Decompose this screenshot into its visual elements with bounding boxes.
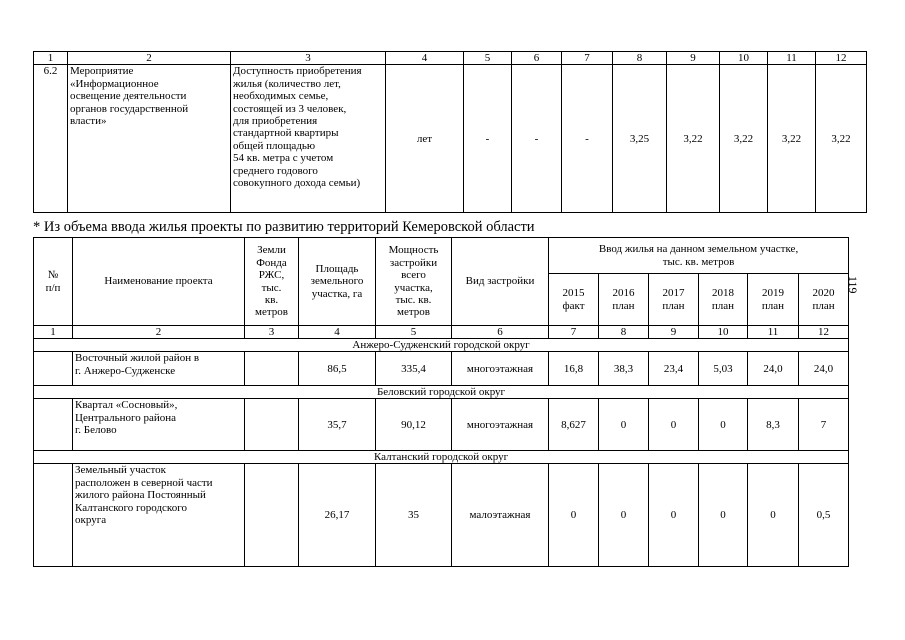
col-number: 12 xyxy=(799,326,849,339)
header-line: кв. xyxy=(264,293,279,306)
value-cell: 3,25 xyxy=(613,65,667,213)
header-year xyxy=(799,274,849,326)
header-line: Земли xyxy=(257,244,286,257)
header-line: тыс. кв. xyxy=(395,293,432,306)
col-number: 6 xyxy=(452,326,549,339)
indicator-line: общей площадью xyxy=(233,139,316,152)
col-number: 4 xyxy=(386,52,464,65)
year-label: 2018 xyxy=(712,287,734,300)
indicator-line: для приобретения xyxy=(233,115,318,128)
header-line: РЖС, xyxy=(258,269,285,282)
area-cell: 35,7 xyxy=(299,399,376,451)
value-cell: - xyxy=(512,65,562,213)
col-number: 10 xyxy=(720,52,768,65)
header-project-name: Наименование проекта xyxy=(73,238,245,326)
value-cell: 0 xyxy=(649,464,699,567)
header-line: застройки xyxy=(389,256,438,269)
value-cell: 0 xyxy=(699,399,748,451)
event-line: Мероприятие xyxy=(70,65,134,78)
header-fund-lands xyxy=(245,238,299,326)
fund-lands-cell xyxy=(245,464,299,567)
table-row xyxy=(34,464,849,567)
col-number: 8 xyxy=(613,52,667,65)
header-line: Мощность xyxy=(388,244,439,257)
col-number: 1 xyxy=(34,326,73,339)
value-cell: 0 xyxy=(699,464,748,567)
area-cell: 26,17 xyxy=(299,464,376,567)
event-line: власти» xyxy=(70,115,107,128)
header-line: п/п xyxy=(45,281,61,294)
value-cell: 0 xyxy=(599,464,649,567)
event-cell xyxy=(68,65,231,213)
header-line: всего xyxy=(401,269,426,282)
project-line: г. Белово xyxy=(75,424,117,437)
project-line: округа xyxy=(75,514,107,527)
col-number: 9 xyxy=(667,52,720,65)
col-number: 3 xyxy=(231,52,386,65)
year-kind: план xyxy=(761,299,785,312)
project-line: г. Анжеро-Судженске xyxy=(75,364,176,377)
year-label: 2015 xyxy=(562,287,585,300)
project-line: жилого района Постоянный xyxy=(75,489,206,502)
indicator-line: среднего годового xyxy=(233,164,318,177)
section-row xyxy=(34,451,849,464)
value-cell: 3,22 xyxy=(667,65,720,213)
indicator-line: стандартной квартиры xyxy=(233,127,339,140)
header-line: № xyxy=(47,269,59,282)
value-cell: 24,0 xyxy=(799,352,849,386)
event-line: «Информационное xyxy=(70,77,159,90)
indicator-line: совокупного дохода семьи) xyxy=(233,177,361,190)
section-title: Анжеро-Судженский городской округ xyxy=(34,339,849,352)
col-number: 1 xyxy=(34,52,68,65)
header-line: участка, xyxy=(394,281,433,294)
header-year xyxy=(699,274,748,326)
value-cell: 24,0 xyxy=(748,352,799,386)
row-number xyxy=(34,464,73,567)
header-year xyxy=(649,274,699,326)
value-cell: 8,3 xyxy=(748,399,799,451)
col-number: 12 xyxy=(816,52,867,65)
col-number: 7 xyxy=(562,52,613,65)
header-line: Фонда xyxy=(256,256,287,269)
header-row xyxy=(34,238,849,274)
value-cell: 0,5 xyxy=(799,464,849,567)
col-number: 5 xyxy=(464,52,512,65)
value-cell: 3,22 xyxy=(816,65,867,213)
project-name xyxy=(73,399,245,451)
projects-table xyxy=(33,237,849,567)
measures-table xyxy=(33,51,867,213)
value-cell: - xyxy=(562,65,613,213)
table-row xyxy=(34,65,867,213)
col-number: 10 xyxy=(699,326,748,339)
header-build-type: Вид застройки xyxy=(452,238,549,326)
value-cell: 0 xyxy=(549,464,599,567)
fund-lands-cell xyxy=(245,399,299,451)
header-year xyxy=(599,274,649,326)
col-number: 2 xyxy=(73,326,245,339)
indicator-cell xyxy=(231,65,386,213)
capacity-cell: 90,12 xyxy=(376,399,452,451)
project-line: Земельный участок xyxy=(75,464,166,477)
build-type-cell: многоэтажная xyxy=(452,399,549,451)
build-type-cell: многоэтажная xyxy=(452,352,549,386)
year-kind: план xyxy=(662,299,685,312)
row-number xyxy=(34,399,73,451)
value-cell: - xyxy=(464,65,512,213)
year-label: 2020 xyxy=(812,287,835,300)
value-cell: 3,22 xyxy=(768,65,816,213)
table-row xyxy=(34,399,849,451)
header-line: тыс. кв. метров xyxy=(662,255,735,268)
col-number: 5 xyxy=(376,326,452,339)
indicator-line: Доступность приобретения xyxy=(233,65,362,78)
fund-lands-cell xyxy=(245,352,299,386)
section-title: Калтанский городской округ xyxy=(34,451,849,464)
build-type-cell: малоэтажная xyxy=(452,464,549,567)
project-line: Квартал «Сосновый», xyxy=(75,399,178,412)
section-title: Беловский городской округ xyxy=(34,386,849,399)
header-capacity xyxy=(376,238,452,326)
year-kind: план xyxy=(812,299,835,312)
page-number: 119 xyxy=(846,276,860,294)
col-number: 4 xyxy=(299,326,376,339)
indicator-line: 54 кв. метра с учетом xyxy=(233,152,334,165)
year-label: 2016 xyxy=(612,287,635,300)
col-number: 8 xyxy=(599,326,649,339)
value-cell: 7 xyxy=(799,399,849,451)
value-cell: 23,4 xyxy=(649,352,699,386)
project-name xyxy=(73,352,245,386)
project-line: Центрального района xyxy=(75,411,177,424)
header-number xyxy=(34,238,73,326)
row-number: 6.2 xyxy=(34,65,68,213)
header-line: участка, га xyxy=(311,287,363,300)
section-row xyxy=(34,339,849,352)
table-caption: * Из объема ввода жилья проекты по развитию территорий Кемеровской области xyxy=(33,219,535,235)
header-line: метров xyxy=(397,306,430,319)
table-row xyxy=(34,352,849,386)
header-line: метров xyxy=(255,306,288,319)
value-cell: 16,8 xyxy=(549,352,599,386)
project-line: расположен в северной части xyxy=(75,476,213,489)
project-line: Восточный жилой район в xyxy=(75,352,200,365)
header-line: земельного xyxy=(310,275,364,288)
row-number xyxy=(34,352,73,386)
section-row xyxy=(34,386,849,399)
capacity-cell: 335,4 xyxy=(376,352,452,386)
header-year xyxy=(748,274,799,326)
value-cell: 38,3 xyxy=(599,352,649,386)
area-cell: 86,5 xyxy=(299,352,376,386)
project-line: Калтанского городского xyxy=(75,501,187,514)
indicator-line: жилья (количество лет, xyxy=(233,77,341,90)
value-cell: 5,03 xyxy=(699,352,748,386)
unit-cell: лет xyxy=(386,65,464,213)
header-housing-input xyxy=(549,238,849,274)
col-number: 3 xyxy=(245,326,299,339)
value-cell: 0 xyxy=(599,399,649,451)
column-number-row xyxy=(34,326,849,339)
year-kind: план xyxy=(711,299,735,312)
capacity-cell: 35 xyxy=(376,464,452,567)
header-area xyxy=(299,238,376,326)
year-label: 2019 xyxy=(762,287,784,300)
value-cell: 0 xyxy=(649,399,699,451)
header-year xyxy=(549,274,599,326)
value-cell: 0 xyxy=(748,464,799,567)
value-cell: 8,627 xyxy=(549,399,599,451)
event-line: органов государственной xyxy=(70,102,189,115)
year-kind: план xyxy=(612,299,635,312)
year-label: 2017 xyxy=(662,287,685,300)
header-line: Площадь xyxy=(315,262,359,275)
column-number-row xyxy=(34,52,867,65)
col-number: 11 xyxy=(748,326,799,339)
project-name xyxy=(73,464,245,567)
indicator-line: состоящей из 3 человек, xyxy=(233,102,347,115)
col-number: 9 xyxy=(649,326,699,339)
col-number: 6 xyxy=(512,52,562,65)
col-number: 11 xyxy=(768,52,816,65)
value-cell: 3,22 xyxy=(720,65,768,213)
header-line: тыс. xyxy=(261,281,282,294)
year-kind: факт xyxy=(562,299,585,312)
indicator-line: необходимых семье, xyxy=(233,90,329,103)
col-number: 7 xyxy=(549,326,599,339)
event-line: освещение деятельности xyxy=(70,90,187,103)
col-number: 2 xyxy=(68,52,231,65)
header-line: Ввод жилья на данном земельном участке, xyxy=(598,243,799,256)
